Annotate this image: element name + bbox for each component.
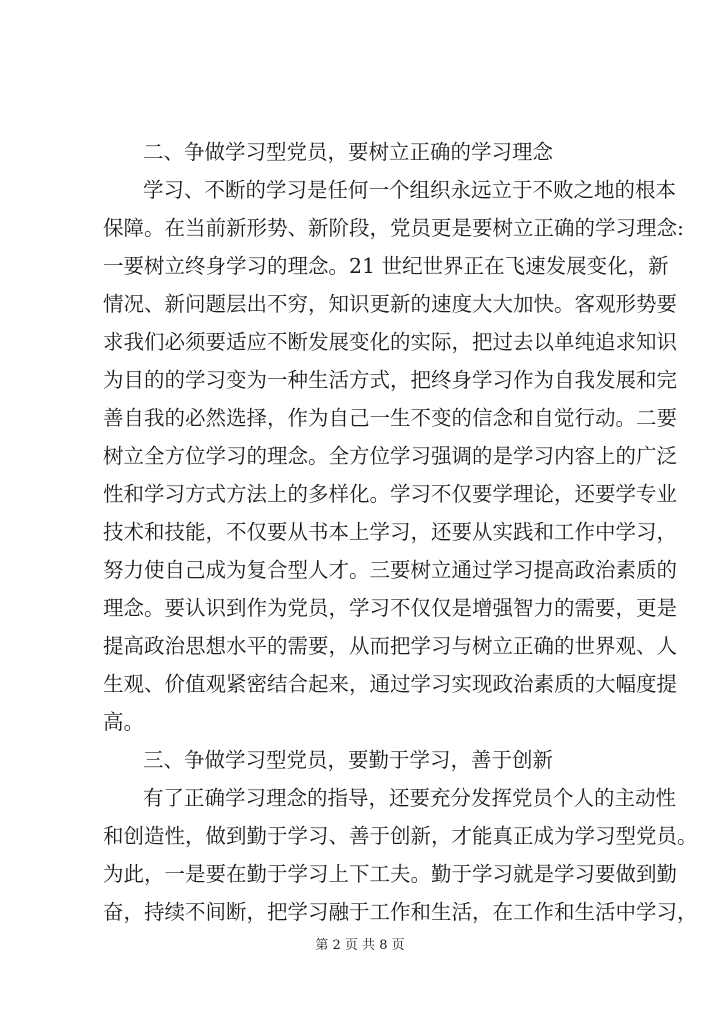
paragraph-line: 树立全方位学习的理念。全方位学习强调的是学习内容上的广泛 (103, 444, 677, 468)
paragraph-line: 保障。在当前新形势、新阶段，党员更是要树立正确的学习理念: (103, 216, 684, 240)
paragraph-line: 求我们必须要适应不断发展变化的实际，把过去以单纯追求知识 (103, 330, 677, 354)
paragraph-line: 努力使自己成为复合型人才。三要树立通过学习提高政治素质的 (103, 558, 677, 582)
paragraph-line: 一要树立终身学习的理念。21 世纪世界正在飞速发展变化，新 (103, 254, 669, 278)
paragraph-line: 奋，持续不间断，把学习融于工作和生活，在工作和生活中学习， (103, 900, 698, 924)
paragraph-line: 提高政治思想水平的需要，从而把学习与树立正确的世界观、人 (103, 634, 677, 658)
paragraph-line: 和创造性，做到勤于学习、善于创新，才能真正成为学习型党员。 (103, 824, 698, 848)
paragraph-line: 情况、新问题层出不穷，知识更新的速度大大加快。客观形势要 (103, 292, 677, 316)
paragraph-line: 善自我的必然选择，作为自己一生不变的信念和自觉行动。二要 (103, 406, 677, 430)
paragraph-line: 为此，一是要在勤于学习上下工夫。勤于学习就是学习要做到勤 (103, 862, 677, 886)
paragraph-line: 生观、价值观紧密结合起来，通过学习实现政治素质的大幅度提 (103, 672, 677, 696)
page-number-footer: 第 2 页 共 8 页 (315, 938, 405, 953)
paragraph-line: 理念。要认识到作为党员，学习不仅仅是增强智力的需要，更是 (103, 596, 677, 620)
paragraph-line: 有了正确学习理念的指导，还要充分发挥党员个人的主动性 (143, 786, 676, 810)
section-heading-3: 三、争做学习型党员，要勤于学习，善于创新 (143, 748, 553, 772)
paragraph-line: 高。 (103, 710, 144, 734)
section-heading-2: 二、争做学习型党员，要树立正确的学习理念 (143, 140, 553, 164)
paragraph-line: 技术和技能，不仅要从书本上学习，还要从实践和工作中学习， (103, 520, 677, 544)
paragraph-line: 性和学习方式方法上的多样化。学习不仅要学理论，还要学专业 (103, 482, 677, 506)
paragraph-line: 为目的的学习变为一种生活方式，把终身学习作为自我发展和完 (103, 368, 677, 392)
paragraph-line: 学习、不断的学习是任何一个组织永远立于不败之地的根本 (143, 178, 676, 202)
